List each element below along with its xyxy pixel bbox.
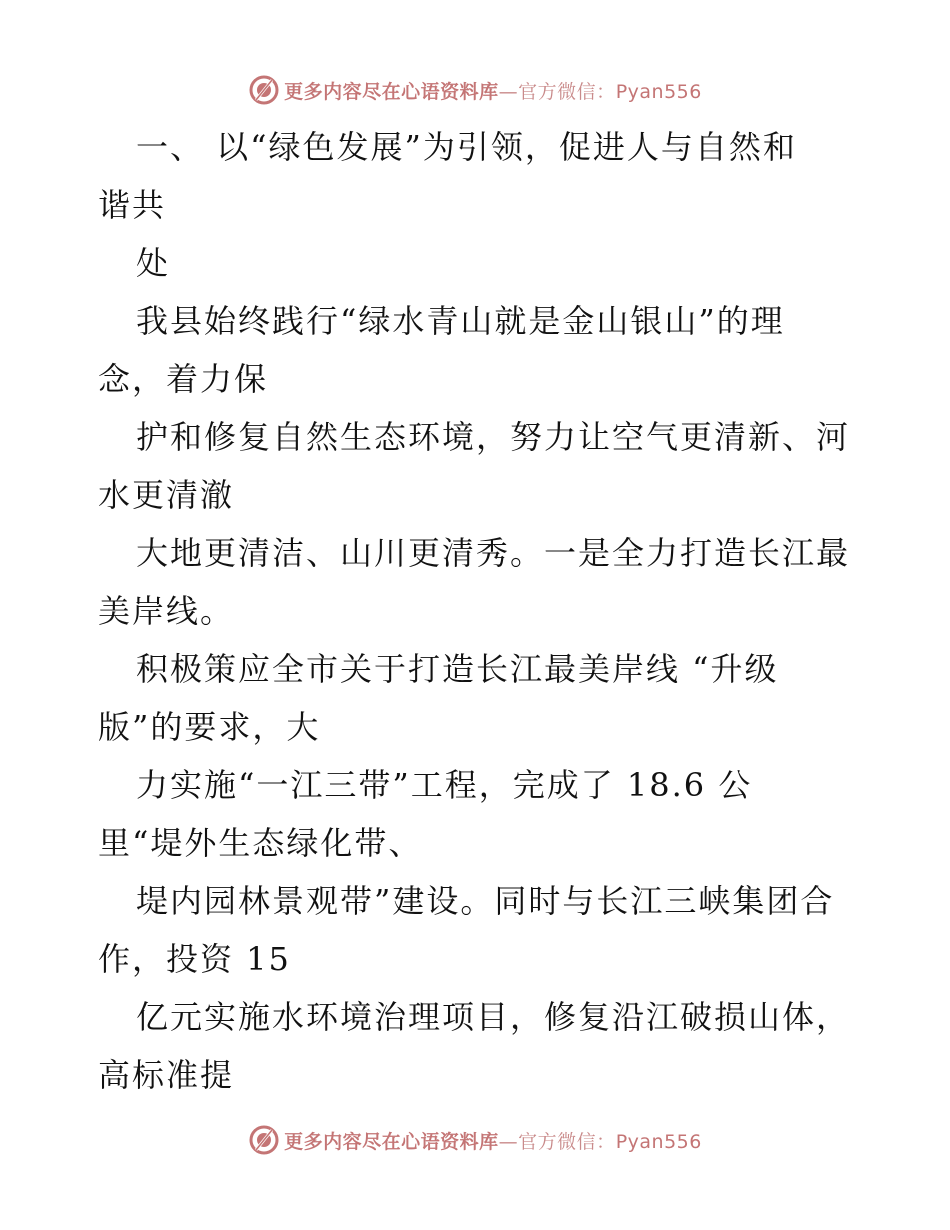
text-line: 一、 以“绿色发展”为引领，促进人与自然和 xyxy=(136,128,797,166)
text-line: 美岸线。 xyxy=(98,592,235,630)
seal-logo-icon xyxy=(248,74,280,106)
text-line: 作，投资 15 xyxy=(98,940,291,978)
text-line: 力实施“一江三带”工程，完成了 18.6 公 xyxy=(136,766,753,804)
text-line: 大地更清洁、山川更清秀。一是全力打造长江最 xyxy=(136,534,851,572)
text-line: 亿元实施水环境治理项目，修复沿江破损山体， xyxy=(136,998,851,1036)
text-line: 处 xyxy=(136,244,171,282)
text-line: 版”的要求，大 xyxy=(98,708,321,746)
text-line: 护和修复自然生态环境，努力让空气更清新、河 xyxy=(136,418,851,456)
text-line: 谐共 xyxy=(98,186,167,224)
text-line: 堤内园林景观带”建设。同时与长江三峡集团合 xyxy=(136,882,835,920)
seal-logo-icon xyxy=(248,1124,280,1156)
text-line: 念，着力保 xyxy=(98,360,269,398)
document-body xyxy=(98,118,858,1104)
text-line: 高标准提 xyxy=(98,1056,235,1094)
watermark-text: 更多内容尽在心语资料库—官方微信：Pyan556 xyxy=(284,80,702,103)
text-line: 水更清澈 xyxy=(98,476,235,514)
footer-watermark xyxy=(0,1122,950,1158)
watermark-text: 更多内容尽在心语资料库—官方微信：Pyan556 xyxy=(284,1130,702,1153)
header-watermark xyxy=(0,72,950,108)
text-line: 里“堤外生态绿化带、 xyxy=(98,824,423,862)
text-line: 我县始终践行“绿水青山就是金山银山”的理 xyxy=(136,302,785,340)
text-line: 积极策应全市关于打造长江最美岸线 “升级 xyxy=(136,650,779,688)
